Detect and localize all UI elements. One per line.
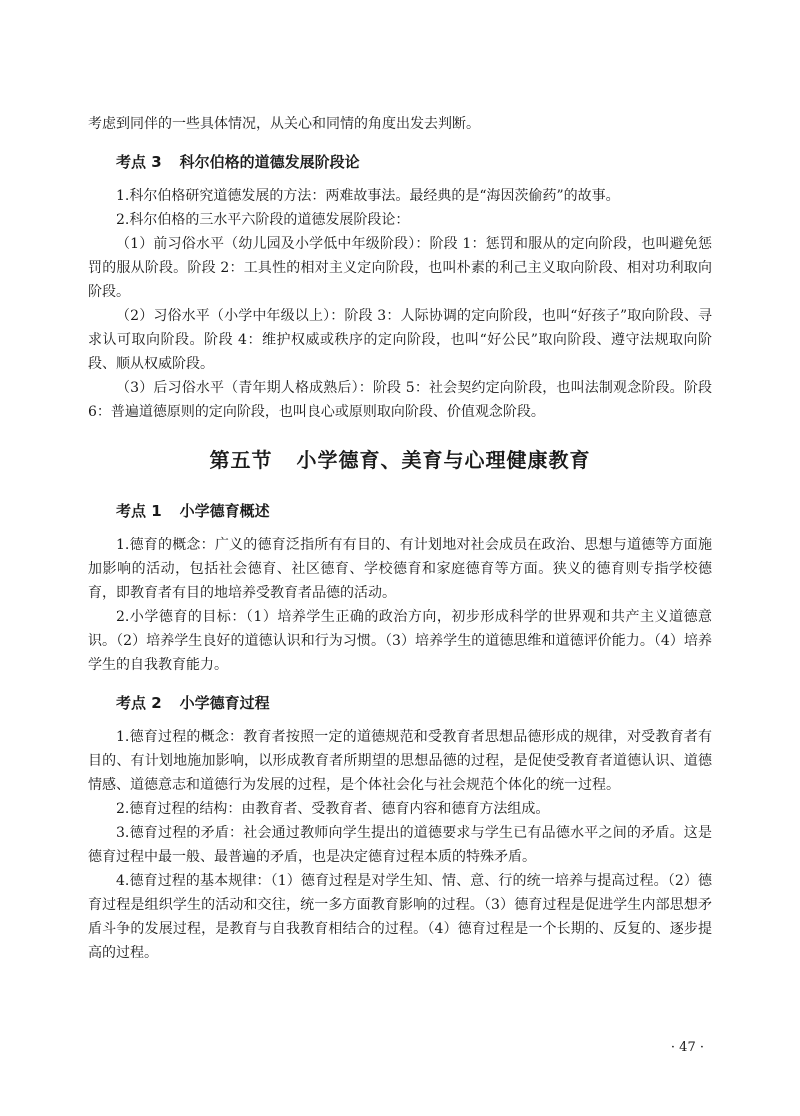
page-body bbox=[88, 112, 712, 965]
kp3-heading bbox=[116, 150, 712, 174]
kp3-para-3: （1）前习俗水平（幼儿园及小学低中年级阶段）：阶段 1：惩罚和服从的定向阶段，也叫避免惩罚的服从阶段。阶段 2：工具性的相对主义定向阶段，也叫朴素的利己主义取向阶段、相对功利取向阶段。 bbox=[88, 236, 712, 300]
page-number: · 47 · bbox=[670, 1040, 704, 1055]
kp1-heading bbox=[116, 499, 712, 523]
kp2-heading bbox=[116, 691, 712, 715]
kp3-title: 科尔伯格的道德发展阶段论 bbox=[179, 153, 360, 171]
kp3-para-1: 1.科尔伯格研究道德发展的方法：两难故事法。最经典的是“海因茨偷药”的故事。 bbox=[116, 188, 620, 204]
intro-line: 考虑到同伴的一些具体情况，从关心和同情的角度出发去判断。 bbox=[88, 116, 480, 132]
kp2-para-1: 1.德育过程的概念：教育者按照一定的道德规范和受教育者思想品德形成的规律，对受教育者有目的、有计划地施加影响，以形成教育者所期望的思想品德的过程，是促使受教育者道德认识、道德情感、道德意志和道德行为发展的过程，是个体社会化与社会规范个体化的统一过程。 bbox=[88, 729, 712, 793]
kp2-title: 小学德育过程 bbox=[179, 694, 270, 712]
kp2-label: 考点 2 bbox=[116, 694, 162, 712]
kp2-para-3: 3.德育过程的矛盾：社会通过教师向学生提出的道德要求与学生已有品德水平之间的矛盾。这是德育过程中最一般、最普遍的矛盾，也是决定德育过程本质的特殊矛盾。 bbox=[88, 825, 712, 865]
kp3-label: 考点 3 bbox=[116, 153, 162, 171]
kp3-para-5: （3）后习俗水平（青年期人格成熟后）：阶段 5：社会契约定向阶段，也叫法制观念阶段。阶段 6：普遍道德原则的定向阶段，也叫良心或原则取向阶段、价值观念阶段。 bbox=[88, 380, 712, 420]
kp3-para-4: （2）习俗水平（小学中年级以上）：阶段 3：人际协调的定向阶段，也叫“好孩子”取向阶段、寻求认可取向阶段。阶段 4：维护权威或秩序的定向阶段，也叫“好公民”取向阶段、遵守法规取向阶段、顺从权威阶段。 bbox=[88, 308, 712, 372]
kp1-para-1: 1.德育的概念：广义的德育泛指所有有目的、有计划地对社会成员在政治、思想与道德等方面施加影响的活动，包括社会德育、社区德育、学校德育和家庭德育等方面。狭义的德育则专指学校德育，即教育者有目的地培养受教育者品德的活动。 bbox=[88, 537, 712, 601]
kp1-label: 考点 1 bbox=[116, 502, 162, 520]
kp3-para-2: 2.科尔伯格的三水平六阶段的道德发展阶段论： bbox=[116, 212, 410, 228]
section-number: 第五节 bbox=[209, 448, 273, 472]
kp1-para-2: 2.小学德育的目标：（1）培养学生正确的政治方向，初步形成科学的世界观和共产主义道德意识。（2）培养学生良好的道德认识和行为习惯。（3）培养学生的道德思维和道德评价能力。（4）培养学生的自我教育能力。 bbox=[88, 609, 712, 673]
section-name: 小学德育、美育与心理健康教育 bbox=[296, 448, 591, 472]
section-title bbox=[88, 444, 712, 473]
kp2-para-2: 2.德育过程的结构：由教育者、受教育者、德育内容和德育方法组成。 bbox=[116, 801, 550, 817]
kp2-para-4: 4.德育过程的基本规律：（1）德育过程是对学生知、情、意、行的统一培养与提高过程。（2）德育过程是组织学生的活动和交往，统一多方面教育影响的过程。（3）德育过程是促进学生内部思想矛盾斗争的发展过程，是教育与自我教育相结合的过程。（4）德育过程是一个长期的、反复的、逐步提高的过程。 bbox=[88, 873, 712, 961]
kp1-title: 小学德育概述 bbox=[179, 502, 270, 520]
